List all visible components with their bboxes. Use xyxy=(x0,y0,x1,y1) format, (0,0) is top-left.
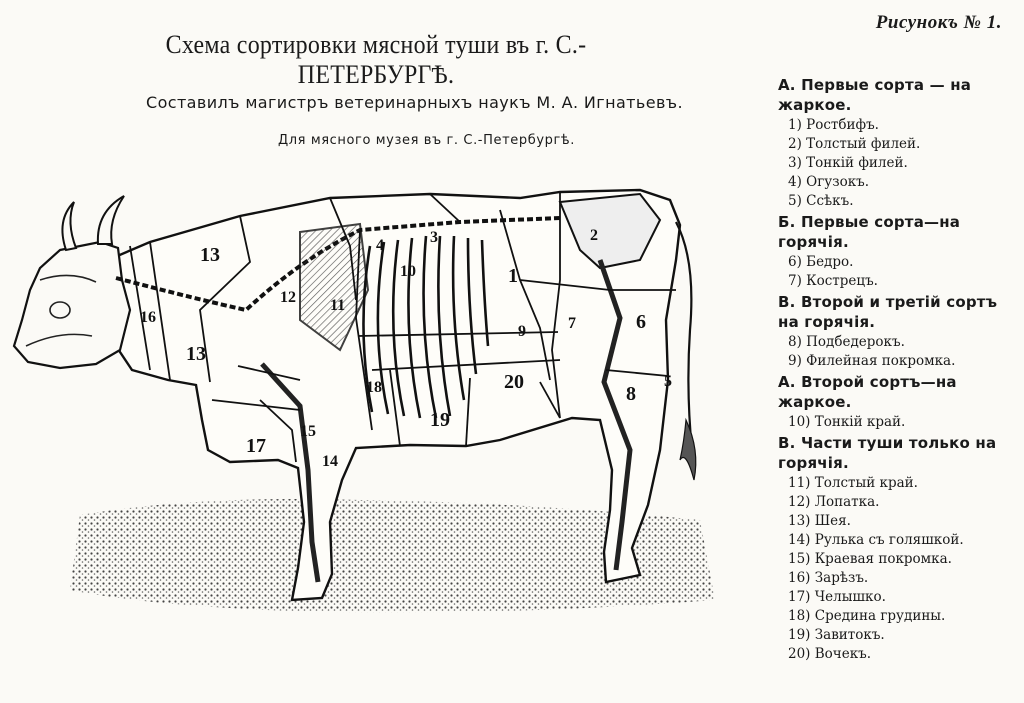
legend-item: 8) Подбедерокъ. xyxy=(788,334,905,350)
region-label: 8 xyxy=(626,383,636,405)
region-label: 14 xyxy=(322,453,338,470)
legend-item: 10) Тонкій край. xyxy=(788,414,906,430)
page-title: Схема сортировки мясной туши въ г. С.-ПЕТЕРБУРГѢ. xyxy=(165,30,587,89)
region-label: 20 xyxy=(504,371,524,393)
legend-category: Б. Первые сорта—на горячія. xyxy=(778,213,961,251)
legend-item: 2) Толстый филей. xyxy=(788,136,921,152)
region-label: 17 xyxy=(246,435,266,457)
legend-category: А. Первые сорта — на жаркое. xyxy=(778,76,972,114)
legend-category: В. Части туши только на горячія. xyxy=(778,434,997,472)
tail-tuft xyxy=(680,420,696,480)
region-label: 11 xyxy=(330,297,346,314)
legend-item: 7) Кострецъ. xyxy=(788,273,878,289)
figure-label: Рисунокъ № 1. xyxy=(875,12,1002,33)
carcass-diagram xyxy=(0,150,770,620)
region-label: 16 xyxy=(140,309,156,326)
region-label: 7 xyxy=(568,315,576,332)
cow-head xyxy=(14,242,130,368)
region-label: 18 xyxy=(366,379,382,396)
region-label: 19 xyxy=(430,409,450,431)
region-label: 9 xyxy=(518,323,526,340)
cow-tail xyxy=(676,222,692,450)
legend-item: 13) Шея. xyxy=(788,513,851,529)
region-label: 5 xyxy=(664,373,672,390)
legend-category: В. Второй и третій сортъ на горячія. xyxy=(778,293,998,331)
region-label: 3 xyxy=(430,229,438,246)
legend-category: А. Второй сортъ—на жаркое. xyxy=(778,373,957,411)
legend-item: 15) Краевая покромка. xyxy=(788,551,952,567)
legend-item: 1) Ростбифъ. xyxy=(788,117,879,133)
region-label: 1 xyxy=(508,265,518,287)
region-label: 12 xyxy=(280,289,296,306)
legend-item: 16) Зарѣзъ. xyxy=(788,570,869,586)
region-label: 4 xyxy=(376,237,384,254)
legend-item: 3) Тонкій филей. xyxy=(788,155,908,171)
region-label: 6 xyxy=(636,311,646,333)
region-label: 15 xyxy=(300,423,316,440)
museum-line: Для мясного музея въ г. С.-Петербургѣ. xyxy=(278,133,575,148)
legend-item: 19) Завитокъ. xyxy=(788,627,885,643)
region-label: 13 xyxy=(200,244,220,266)
horn-right xyxy=(98,196,124,244)
region-label: 13 xyxy=(186,343,206,365)
legend-item: 18) Средина грудины. xyxy=(788,608,946,624)
legend-item: 6) Бедро. xyxy=(788,254,854,270)
horn-left xyxy=(62,202,76,250)
legend-item: 17) Челышко. xyxy=(788,589,886,605)
legend-item: 4) Огузокъ. xyxy=(788,174,870,190)
region-label: 10 xyxy=(400,263,416,280)
region-label: 2 xyxy=(590,227,598,244)
author-line: Составилъ магистръ ветеринарныхъ наукъ М. А. Игнатьевъ. xyxy=(146,93,683,112)
legend-item: 11) Толстый край. xyxy=(788,475,918,491)
legend-item: 14) Рулька съ голяшкой. xyxy=(788,532,964,548)
legend-item: 12) Лопатка. xyxy=(788,494,880,510)
legend-item: 9) Филейная покромка. xyxy=(788,353,956,369)
legend xyxy=(778,74,1014,664)
legend-item: 20) Вочекъ. xyxy=(788,646,872,662)
legend-item: 5) Ссѣкъ. xyxy=(788,193,854,209)
